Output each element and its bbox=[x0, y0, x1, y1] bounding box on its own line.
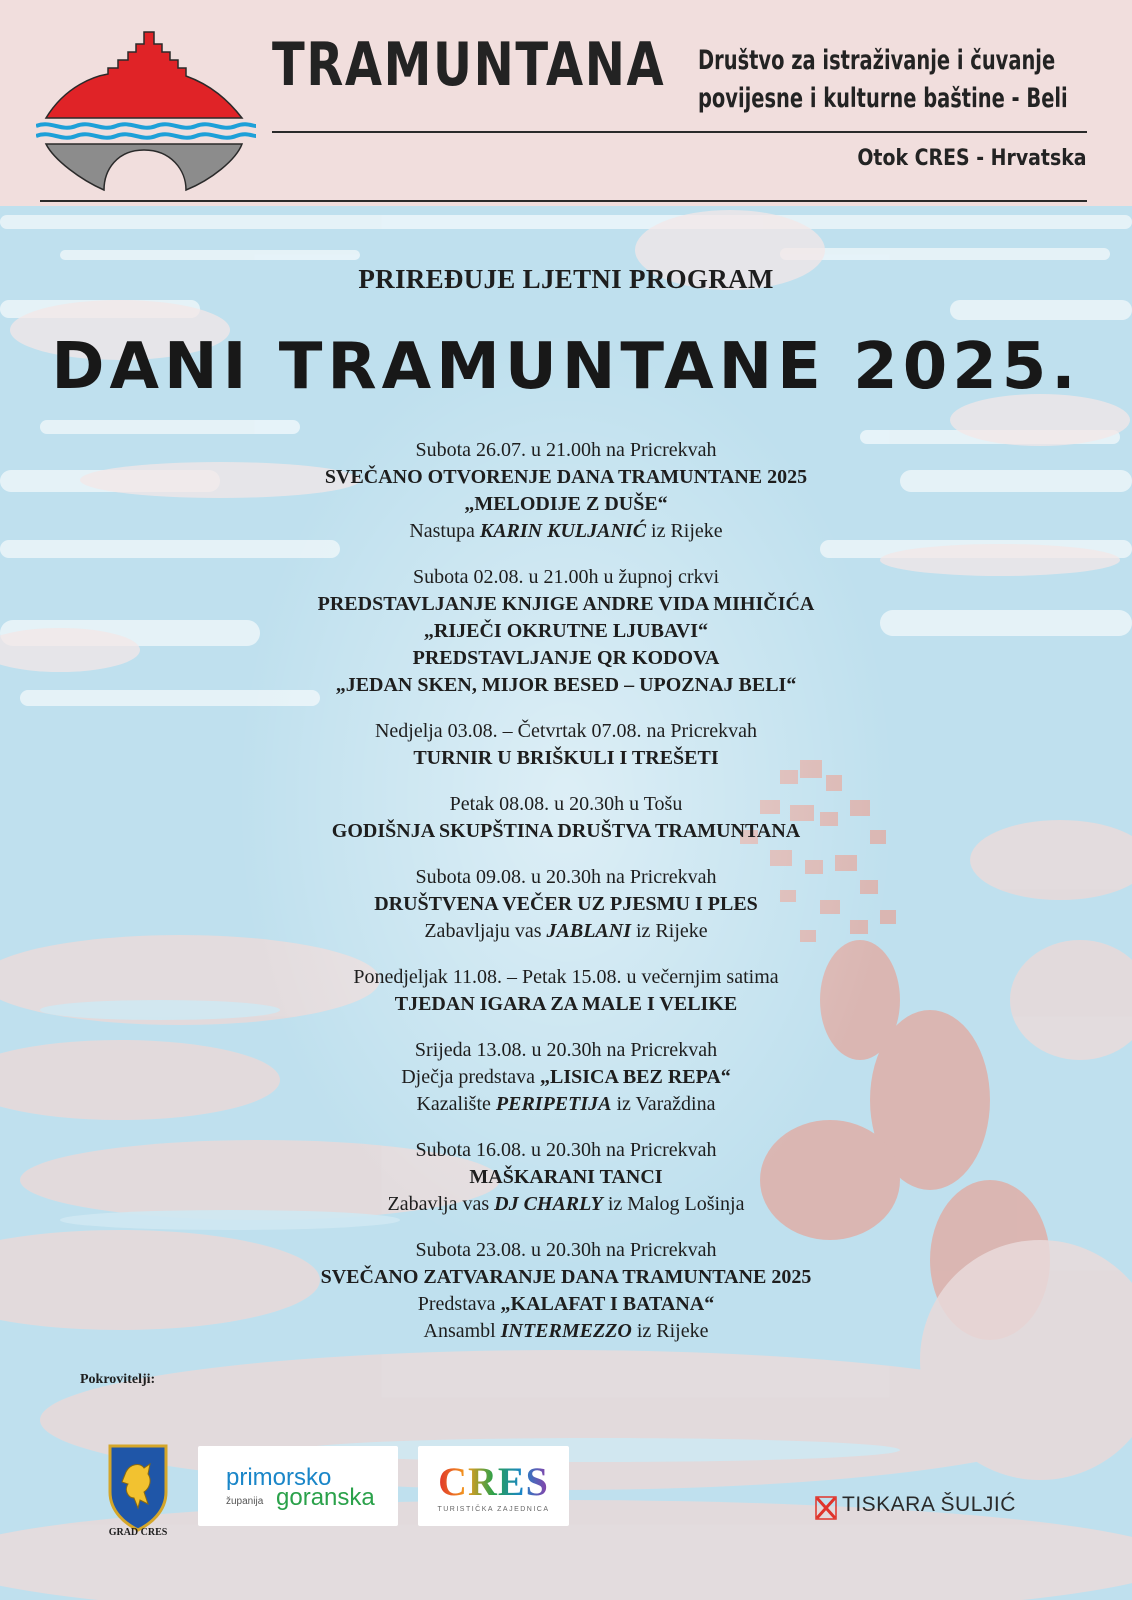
org-description-line: Društvo za istraživanje i čuvanje bbox=[698, 45, 1056, 76]
event-title: SVEČANO ZATVARANJE DANA TRAMUNTANE 2025 bbox=[320, 1266, 812, 1288]
performer-name: INTERMEZZO bbox=[500, 1320, 632, 1342]
event-show bbox=[0, 1291, 1132, 1318]
tiskara-icon bbox=[814, 1495, 838, 1521]
event-date: Subota 09.08. u 20.30h na Pricrekvah bbox=[415, 866, 717, 888]
event-date: Subota 23.08. u 20.30h na Pricrekvah bbox=[415, 1239, 717, 1261]
event-date: Srijeda 13.08. u 20.30h na Pricrekvah bbox=[414, 1039, 718, 1061]
org-description-line: povijesne i kulturne baštine - Beli bbox=[698, 83, 1068, 114]
show-name: „KALAFAT I BATANA“ bbox=[500, 1293, 715, 1315]
event-title: DRUŠTVENA VEČER UZ PJESMU I PLES bbox=[374, 893, 758, 915]
event-item bbox=[0, 437, 1132, 545]
event-title: MAŠKARANI TANCI bbox=[469, 1166, 663, 1188]
tramuntana-logo bbox=[36, 30, 258, 196]
primorsko-goranska-logo bbox=[198, 1446, 398, 1526]
event-performer bbox=[0, 918, 1132, 945]
event-performer bbox=[0, 518, 1132, 545]
event-subtitle: „JEDAN SKEN, MIJOR BESED – UPOZNAJ BELI“ bbox=[335, 674, 797, 696]
page-title: DANI TRAMUNTANE 2025. bbox=[51, 330, 1081, 404]
event-date: Ponedjeljak 11.08. – Petak 15.08. u večernjim satima bbox=[353, 966, 779, 988]
program-subtitle: PRIREĐUJE LJETNI PROGRAM bbox=[358, 264, 774, 294]
grad-cres-crest-icon bbox=[106, 1442, 170, 1532]
event-title: PREDSTAVLJANJE KNJIGE ANDRE VIDA MIHIČIĆA bbox=[317, 593, 815, 615]
event-item bbox=[0, 864, 1132, 945]
event-title: TURNIR U BRIŠKULI I TREŠETI bbox=[413, 747, 719, 769]
event-type: Dječja predstava bbox=[401, 1066, 541, 1088]
event-list bbox=[0, 437, 1132, 1364]
performer-origin: iz Rijeke bbox=[646, 520, 723, 542]
show-name: „LISICA BEZ REPA“ bbox=[540, 1066, 731, 1088]
event-performer bbox=[0, 1191, 1132, 1218]
event-subtitle: „RIJEČI OKRUTNE LJUBAVI“ bbox=[423, 620, 709, 642]
org-description bbox=[698, 42, 1068, 118]
event-item bbox=[0, 1037, 1132, 1118]
cres-letters: CRES bbox=[438, 1459, 549, 1504]
event-item bbox=[0, 964, 1132, 1018]
event-item bbox=[0, 1137, 1132, 1218]
event-item bbox=[0, 564, 1132, 699]
event-date: Subota 26.07. u 21.00h na Pricrekvah bbox=[415, 439, 717, 461]
performer-prefix: Kazalište bbox=[416, 1093, 496, 1115]
performer-name: JABLANI bbox=[546, 920, 631, 942]
event-title bbox=[0, 1064, 1132, 1091]
sponsors-label: Pokrovitelji: bbox=[80, 1372, 156, 1387]
performer-origin: iz Rijeke bbox=[631, 920, 708, 942]
performer-name: DJ CHARLY bbox=[494, 1193, 603, 1215]
performer-name: PERIPETIJA bbox=[495, 1093, 612, 1115]
event-date: Nedjelja 03.08. – Četvrtak 07.08. na Pricrekvah bbox=[374, 720, 758, 742]
performer-origin: iz Malog Lošinja bbox=[602, 1193, 745, 1215]
tz-label: TURISTIČKA ZAJEDNICA bbox=[437, 1506, 550, 1513]
org-location: Otok CRES - Hrvatska bbox=[857, 146, 1087, 171]
header bbox=[0, 0, 1132, 206]
tz-cres-logo bbox=[418, 1446, 569, 1526]
event-title: SVEČANO OTVORENJE DANA TRAMUNTANE 2025 bbox=[324, 466, 808, 488]
event-item bbox=[0, 791, 1132, 845]
event-subtitle: „MELODIJE Z DUŠE“ bbox=[464, 493, 668, 515]
event-date: Subota 16.08. u 20.30h na Pricrekvah bbox=[415, 1139, 717, 1161]
printer-name: TISKARA ŠULJIĆ bbox=[842, 1493, 1016, 1516]
event-item bbox=[0, 1237, 1132, 1345]
org-name: TRAMUNTANA bbox=[272, 30, 666, 100]
performer-origin: iz Varaždina bbox=[611, 1093, 716, 1115]
performer-origin: iz Rijeke bbox=[631, 1320, 709, 1342]
grad-cres-label: GRAD CRES bbox=[108, 1527, 168, 1538]
event-type: Predstava bbox=[417, 1293, 501, 1315]
performer-prefix: Ansambl bbox=[423, 1320, 501, 1342]
performer-name: KARIN KULJANIĆ bbox=[479, 520, 647, 542]
event-performer bbox=[0, 1318, 1132, 1345]
event-date: Subota 02.08. u 21.00h u župnoj crkvi bbox=[412, 566, 720, 588]
header-bottom-divider bbox=[40, 200, 1087, 202]
performer-prefix: Zabavlja vas bbox=[387, 1193, 495, 1215]
event-date: Petak 08.08. u 20.30h u Tošu bbox=[449, 793, 683, 815]
event-item bbox=[0, 718, 1132, 772]
event-title: TJEDAN IGARA ZA MALE I VELIKE bbox=[394, 993, 738, 1015]
pgz-word-goranska: goranska bbox=[276, 1484, 375, 1511]
event-title: PREDSTAVLJANJE QR KODOVA bbox=[412, 647, 720, 669]
cres-word bbox=[418, 1458, 569, 1505]
pgz-word-zupanija: županija bbox=[226, 1496, 264, 1507]
header-divider bbox=[272, 131, 1087, 133]
event-performer bbox=[0, 1091, 1132, 1118]
event-title: GODIŠNJA SKUPŠTINA DRUŠTVA TRAMUNTANA bbox=[331, 820, 801, 842]
performer-prefix: Zabavljaju vas bbox=[424, 920, 547, 942]
pgz-word-primorsko: primorsko bbox=[226, 1464, 332, 1491]
performer-prefix: Nastupa bbox=[409, 520, 480, 542]
